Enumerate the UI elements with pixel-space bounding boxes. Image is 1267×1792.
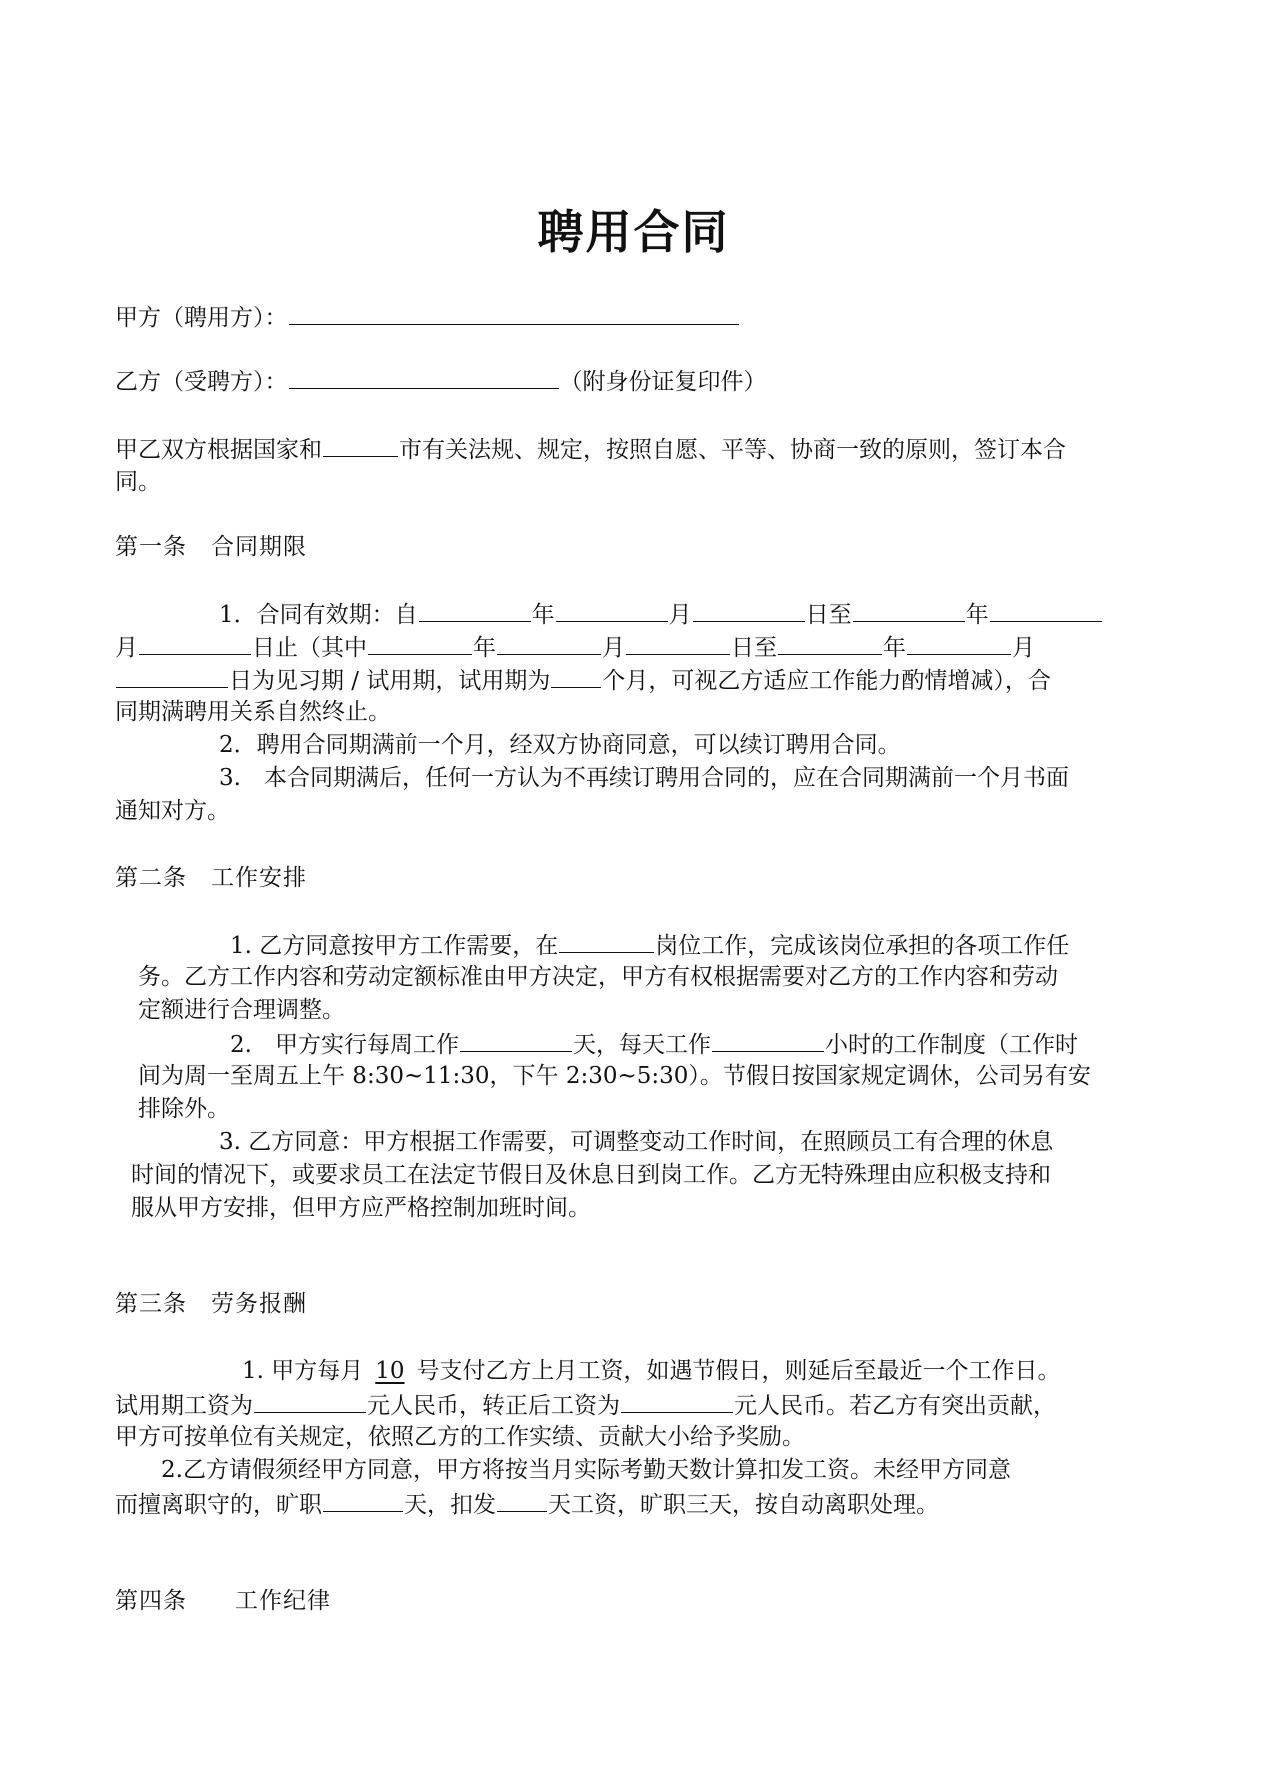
article-2-item-1-line-1	[115, 928, 1155, 963]
date-blank	[907, 630, 1011, 655]
article-2-item-3-line-1	[115, 1126, 1155, 1159]
intro-text: 同。	[115, 469, 161, 495]
clause-text: 而擅离职守的，旷职	[115, 1492, 322, 1518]
clause-text: 1．合同有效期：自	[219, 602, 418, 628]
clause-text: 号支付乙方上月工资，如遇节假日，则延后至最近一个工作日。	[416, 1358, 1061, 1384]
clause-text: 日为见习期 / 试用期，试用期为	[229, 668, 551, 694]
clause-text: 甲方可按单位有关规定，依照乙方的工作实绩、贡献大小给予奖励。	[115, 1424, 805, 1450]
date-blank	[778, 630, 882, 655]
clause-text: 天，扣发	[404, 1492, 496, 1518]
party-b-label: 乙方（受聘方）：	[115, 369, 288, 395]
article-2-item-1-line-2	[115, 961, 1155, 994]
article-1-item-3-line-1	[115, 762, 1155, 795]
article-2-item-1-line-3	[115, 994, 1155, 1027]
clause-text: 元人民币，转正后工资为	[367, 1393, 620, 1419]
date-blank	[693, 597, 805, 622]
article-1-heading: 第一条 合同期限	[115, 534, 307, 560]
hours-blank	[712, 1027, 824, 1052]
date-blank	[497, 630, 601, 655]
party-b-blank	[289, 364, 559, 389]
party-b-line	[115, 364, 1155, 399]
article-3-heading: 第三条 劳务报酬	[115, 1291, 307, 1317]
clause-text: 服从甲方安排，但甲方应严格控制加班时间。	[131, 1195, 591, 1221]
clause-text: 同期满聘用关系自然终止。	[115, 699, 391, 725]
clause-text: 年	[531, 602, 555, 628]
article-1-item-1-line-1	[115, 597, 1155, 632]
date-blank	[990, 597, 1102, 622]
date-blank	[556, 597, 668, 622]
article-1-item-3-line-2	[115, 795, 1155, 828]
article-2-item-2-line-1	[115, 1027, 1155, 1062]
trial-salary-blank	[254, 1388, 366, 1413]
intro-line-2	[115, 466, 1155, 499]
date-blank	[139, 630, 251, 655]
party-a-line	[115, 300, 1155, 335]
intro-text: 市有关法规、规定，按照自愿、平等、协商一致的原则，签订本合	[399, 437, 1066, 463]
clause-text: 务。乙方工作内容和劳动定额标准由甲方决定，甲方有权根据需要对乙方的工作内容和劳动	[138, 964, 1058, 990]
clause-text: 1. 乙方同意按甲方工作需要，在	[230, 933, 559, 959]
date-blank	[626, 630, 730, 655]
payday-value: 10	[375, 1358, 405, 1384]
clause-text: 天工资，旷职三天，按自动离职处理。	[548, 1492, 939, 1518]
article-3-item-1-line-3	[115, 1421, 1155, 1454]
clause-text: 个月，可视乙方适应工作能力酌情增减），合	[602, 668, 1051, 694]
article-1-item-1-line-4	[115, 696, 1155, 729]
clause-text: 2．聘用合同期满前一个月，经双方协商同意，可以续订聘用合同。	[219, 732, 901, 758]
clause-text: 日止（其中	[252, 635, 367, 661]
intro-line-1	[115, 432, 1155, 467]
page-title: 聘用合同	[537, 205, 730, 259]
clause-text: 定额进行合理调整。	[138, 997, 345, 1023]
article-2-item-3-line-2	[115, 1159, 1155, 1192]
clause-text: 2.乙方请假须经甲方同意，甲方将按当月实际考勤天数计算扣发工资。未经甲方同意	[161, 1457, 1011, 1483]
clause-text: 月	[1012, 635, 1035, 661]
clause-text: 时间的情况下，或要求员工在法定节假日及休息日到岗工作。乙方无特殊理由应积极支持和	[131, 1162, 1051, 1188]
article-3-item-2-line-2	[115, 1487, 1155, 1522]
clause-text: 年	[883, 635, 906, 661]
party-a-blank	[289, 300, 739, 325]
days-blank	[460, 1027, 572, 1052]
clause-text: 1. 甲方每月	[242, 1358, 364, 1384]
article-2-item-3-line-3	[115, 1192, 1155, 1225]
clause-text: 月	[115, 635, 138, 661]
clause-text: 年	[473, 635, 496, 661]
article-3-item-1-line-2	[115, 1388, 1155, 1423]
clause-text: 试用期工资为	[115, 1393, 253, 1419]
clause-text: 岗位工作，完成该岗位承担的各项工作任	[655, 933, 1070, 959]
city-blank	[323, 432, 398, 457]
clause-text: 2. 甲方实行每周工作	[230, 1032, 459, 1058]
date-blank	[368, 630, 472, 655]
clause-text: 月	[668, 602, 692, 628]
clause-text: 元人民币。若乙方有突出贡献，	[734, 1393, 1056, 1419]
article-4-heading: 第四条 工作纪律	[115, 1588, 331, 1614]
clause-text: 通知对方。	[115, 798, 230, 824]
clause-text: 间为周一至周五上午 8:30~11:30，下午 2:30~5:30）。节假日按国家规定调休，公司另有安	[138, 1063, 1091, 1089]
article-3-item-2-line-1	[115, 1454, 1155, 1487]
article-1-item-1-line-2	[115, 630, 1155, 665]
article-2-item-2-line-3	[115, 1093, 1155, 1126]
date-blank	[853, 597, 965, 622]
position-blank	[559, 928, 654, 953]
article-3-item-1-line-1	[115, 1355, 1155, 1388]
article-2-heading: 第二条 工作安排	[115, 865, 307, 891]
clause-text: 天，每天工作	[572, 1032, 711, 1058]
article-1-item-1-line-3	[115, 663, 1155, 698]
deduct-days-blank	[497, 1487, 547, 1512]
date-blank	[419, 597, 531, 622]
party-b-note: （附身份证复印件）	[559, 369, 767, 395]
party-a-label: 甲方（聘用方）：	[115, 305, 288, 331]
clause-text: 月	[602, 635, 625, 661]
clause-text: 排除外。	[138, 1096, 230, 1122]
trial-months-blank	[551, 663, 601, 688]
intro-text: 甲乙双方根据国家和	[115, 437, 322, 463]
clause-text: 日至	[731, 635, 777, 661]
clause-text: 年	[965, 602, 989, 628]
article-2-item-2-line-2	[115, 1060, 1155, 1093]
article-1-item-2	[115, 729, 1155, 762]
absence-days-blank	[323, 1487, 403, 1512]
clause-text: 3. 乙方同意：甲方根据工作需要，可调整变动工作时间，在照顾员工有合理的休息	[219, 1129, 1054, 1155]
date-blank	[116, 663, 228, 688]
clause-text: 小时的工作制度（工作时	[824, 1032, 1078, 1058]
clause-text: 3. 本合同期满后，任何一方认为不再续订聘用合同的，应在合同期满前一个月书面	[219, 765, 1069, 791]
regular-salary-blank	[621, 1388, 733, 1413]
clause-text: 日至	[805, 602, 852, 628]
